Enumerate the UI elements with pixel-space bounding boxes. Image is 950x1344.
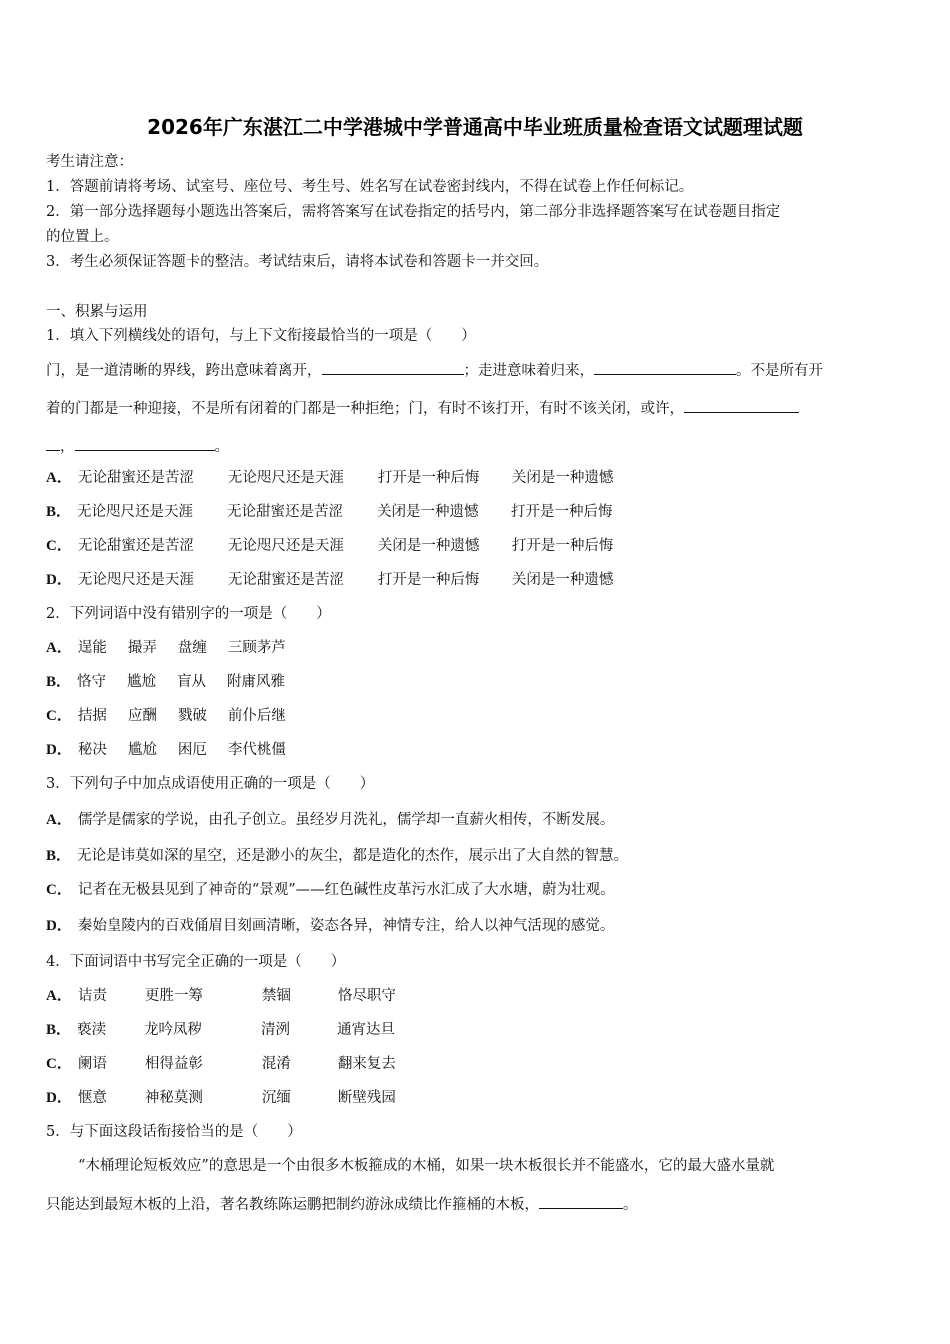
question-5-stem: 5．与下面这段话衔接恰当的是（ ）: [46, 1124, 302, 1140]
passage-text: 。: [214, 439, 229, 455]
question-4-option-b[interactable]: B． 亵渎 龙吟凤秽 清洌 通宵达旦: [46, 1022, 396, 1038]
notice-item-2-cont: 的位置上。: [46, 229, 119, 245]
question-1-option-b[interactable]: B． 无论咫尺还是天涯 无论甜蜜还是苦涩 关闭是一种遗憾 打开是一种后悔: [46, 504, 613, 520]
question-1-passage-line-2: [46, 398, 799, 419]
page-title: 2026年广东湛江二中学港城中学普通高中毕业班质量检查语文试题理试题: [147, 115, 803, 139]
question-1-option-a[interactable]: A． 无论甜蜜还是苦涩 无论咫尺还是天涯 打开是一种后悔 关闭是一种遗憾: [46, 470, 614, 486]
notice-item-3: 3．考生必须保证答题卡的整洁。考试结束后，请将本试卷和答题卡一并交回。: [46, 254, 549, 270]
question-3-stem: 3．下列句子中加点成语使用正确的一项是（ ）: [46, 776, 375, 792]
passage-text: 着的门都是一种迎接，不是所有闭着的门都是一种拒绝；门，有时不该打开，有时不该关闭，或许，: [46, 401, 684, 417]
question-1-passage-line-1: [46, 360, 823, 381]
question-4-stem: 4．下面词语中书写完全正确的一项是（ ）: [46, 954, 346, 970]
question-5-passage-line-1: “木桶理论短板效应”的意思是一个由很多木板箍成的木桶，如果一块木板很长并不能盛水，它的最大盛水量就: [78, 1158, 775, 1174]
passage-text: 门，是一道清晰的界线，跨出意味着离开，: [46, 363, 322, 379]
section-heading: 一、积累与运用: [46, 304, 148, 320]
question-3-option-d[interactable]: D． 秦始皇陵内的百戏俑眉目刻画清晰，姿态各异，神情专注，给人以神气活现的感觉。: [46, 918, 615, 934]
question-2-option-d[interactable]: D． 秘决 尴尬 困厄 李代桃僵: [46, 742, 286, 758]
passage-text: ，: [60, 439, 75, 455]
question-1-passage-line-3: [46, 436, 229, 457]
answer-blank-1[interactable]: [322, 360, 464, 375]
question-3-option-c[interactable]: C． 记者在无极县见到了神奇的“景观”——红色碱性皮革污水汇成了大水塘，蔚为壮观。: [46, 882, 615, 898]
question-5-passage-line-2: [46, 1194, 638, 1215]
question-2-option-c[interactable]: C． 拮据 应酬 戮破 前仆后继: [46, 708, 286, 724]
passage-text: 只能达到最短木板的上沿，著名教练陈运鹏把制约游泳成绩比作箍桶的木板，: [46, 1197, 539, 1213]
passage-text: 。: [623, 1197, 638, 1213]
question-2-stem: 2．下列词语中没有错别字的一项是（ ）: [46, 606, 331, 622]
passage-text: 。不是所有开: [736, 363, 823, 379]
notice-heading: 考生请注意：: [46, 154, 133, 170]
answer-blank-4[interactable]: [75, 436, 215, 451]
question-1-option-c[interactable]: C． 无论甜蜜还是苦涩 无论咫尺还是天涯 关闭是一种遗憾 打开是一种后悔: [46, 538, 614, 554]
question-4-option-d[interactable]: D． 惬意 神秘莫测 沉缅 断壁残园: [46, 1090, 396, 1106]
question-4-option-a[interactable]: A． 诘责 更胜一筹 禁锢 恪尽职守: [46, 988, 396, 1004]
question-2-option-a[interactable]: A． 逞能 撮弄 盘缠 三顾茅芦: [46, 640, 286, 656]
question-4-option-c[interactable]: C． 阑语 相得益彰 混淆 翻来复去: [46, 1056, 396, 1072]
question-1-option-d[interactable]: D． 无论咫尺还是天涯 无论甜蜜还是苦涩 打开是一种后悔 关闭是一种遗憾: [46, 572, 614, 588]
notice-item-1: 1．答题前请将考场、试室号、座位号、考生号、姓名写在试卷密封线内，不得在试卷上作任何标记。: [46, 179, 694, 195]
answer-blank-5[interactable]: [539, 1194, 623, 1209]
passage-text: ；走进意味着归来，: [463, 363, 594, 379]
question-3-option-a[interactable]: A． 儒学是儒家的学说，由孔子创立。虽经岁月洗礼，儒学却一直薪火相传，不断发展。: [46, 812, 615, 828]
question-2-option-b[interactable]: B． 恪守 尴尬 盲从 附庸风雅: [46, 674, 286, 690]
notice-item-2: 2．第一部分选择题每小题选出答案后，需将答案写在试卷指定的括号内，第二部分非选择题答案写在试卷题目指定: [46, 204, 781, 220]
answer-blank-3-cont[interactable]: [46, 436, 60, 451]
answer-blank-2[interactable]: [594, 360, 736, 375]
question-3-option-b[interactable]: B． 无论是讳莫如深的星空，还是渺小的灰尘，都是造化的杰作，展示出了大自然的智慧。: [46, 848, 629, 864]
answer-blank-3[interactable]: [684, 398, 799, 413]
question-1-stem: 1．填入下列横线处的语句，与上下文衔接最恰当的一项是（ ）: [46, 328, 476, 344]
